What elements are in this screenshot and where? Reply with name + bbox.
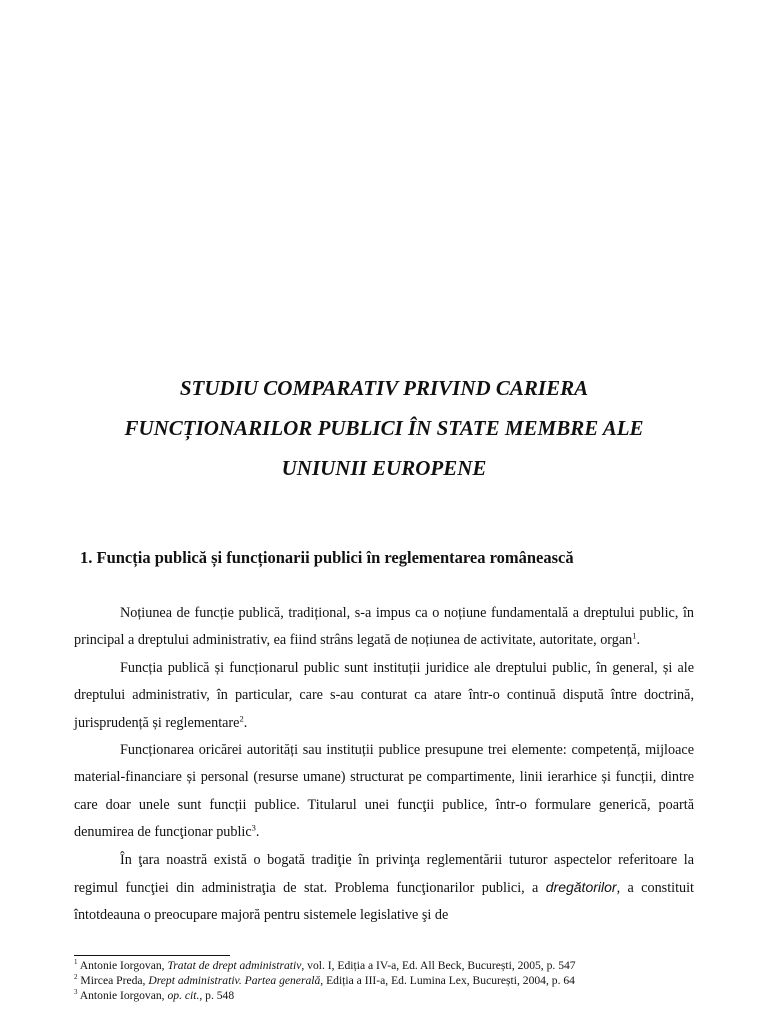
section-heading: 1. Funcția publică și funcționarii publici în reglementarea românească: [80, 548, 574, 567]
paragraph-4-before: În ţara noastră există o bogată tradiţie în privinţa reglementării tuturor aspectelor referitoare la regimul funcţiei din administraţia de stat. Problema funcţionarilor publici, a: [74, 851, 694, 897]
title-line-3: UNIUNII EUROPENE: [281, 456, 487, 480]
footnote-1-number: 1: [74, 958, 78, 967]
footnote-1-work: Tratat de drept administrativ: [167, 959, 302, 972]
paragraph-2-end: .: [243, 714, 248, 731]
document-title: [60, 368, 708, 488]
footnote-separator: [74, 955, 230, 956]
paragraph-3-end: .: [255, 824, 260, 841]
footnotes: [74, 958, 704, 1004]
footnote-2-rest: , Ediția a III-a, Ed. Lumina Lex, București, 2004, p. 64: [320, 974, 575, 988]
title-line-1: STUDIU COMPARATIV PRIVIND CARIERA: [179, 376, 589, 400]
paragraph-2: [74, 655, 694, 737]
body-text: [74, 600, 694, 930]
title-line-2: FUNCȚIONARILOR PUBLICI ÎN STATE MEMBRE ALE: [124, 416, 644, 440]
footnote-3-rest: , p. 548: [199, 989, 235, 1003]
footnote-ref-2[interactable]: 2: [239, 712, 244, 723]
paragraph-1-text: Noțiunea de funcție publică, tradițional, s-a impus ca o noțiune fundamentală a dreptului public, în principal a dreptului administrativ, ea fiind strâns legată de noțiunea de activitate, autoritate, organ: [74, 605, 694, 649]
paragraph-2-text: Funcția publică și funcționarul public sunt instituții juridice ale dreptului public, în general, și ale dreptului administrativ, în particular, care s-au conturat ca atare într-o continuă dispută între doctrină, jurisprudență și reglementare: [74, 659, 694, 731]
footnote-2-number: 2: [74, 973, 78, 982]
paragraph-3: [74, 737, 694, 847]
paragraph-4: [74, 847, 694, 930]
paragraph-1-end: .: [636, 632, 641, 649]
footnote-2-author: Mircea Preda,: [80, 974, 149, 988]
footnote-2-work: Drept administrativ. Partea generală: [148, 974, 321, 988]
footnote-3-author: Antonie Iorgovan,: [79, 989, 168, 1003]
footnote-3: [74, 988, 704, 1003]
footnote-3-number: 3: [74, 988, 78, 997]
footnote-1: [74, 958, 704, 973]
footnote-3-work: op. cit.: [167, 989, 200, 1003]
paragraph-3-text: Funcționarea oricărei autorități sau instituții publice presupune trei elemente: competență, mijloace material-financiare și personal (resurse umane) structurat pe compartimente, linii ierarhice și funcții, dintre care doar unele sunt funcții publice. Titularul unei funcţii publice, într-o formulare generică, poartă denumirea de funcţionar public: [74, 742, 694, 841]
footnote-ref-1[interactable]: 1: [632, 630, 637, 641]
footnote-1-author: Antonie Iorgovan,: [79, 959, 168, 972]
footnote-1-rest: , vol. I, Ediția a IV-a, Ed. All Beck, București, 2005, p. 547: [301, 959, 576, 972]
footnote-ref-3[interactable]: 3: [251, 822, 256, 833]
paragraph-4-emphasis: dregătorilor: [545, 879, 617, 896]
footnote-2: [74, 973, 704, 988]
paragraph-4-after: , a constituit întotdeauna o preocupare majoră pentru sistemele legislative şi de: [74, 880, 694, 924]
paragraph-1: [74, 600, 694, 655]
